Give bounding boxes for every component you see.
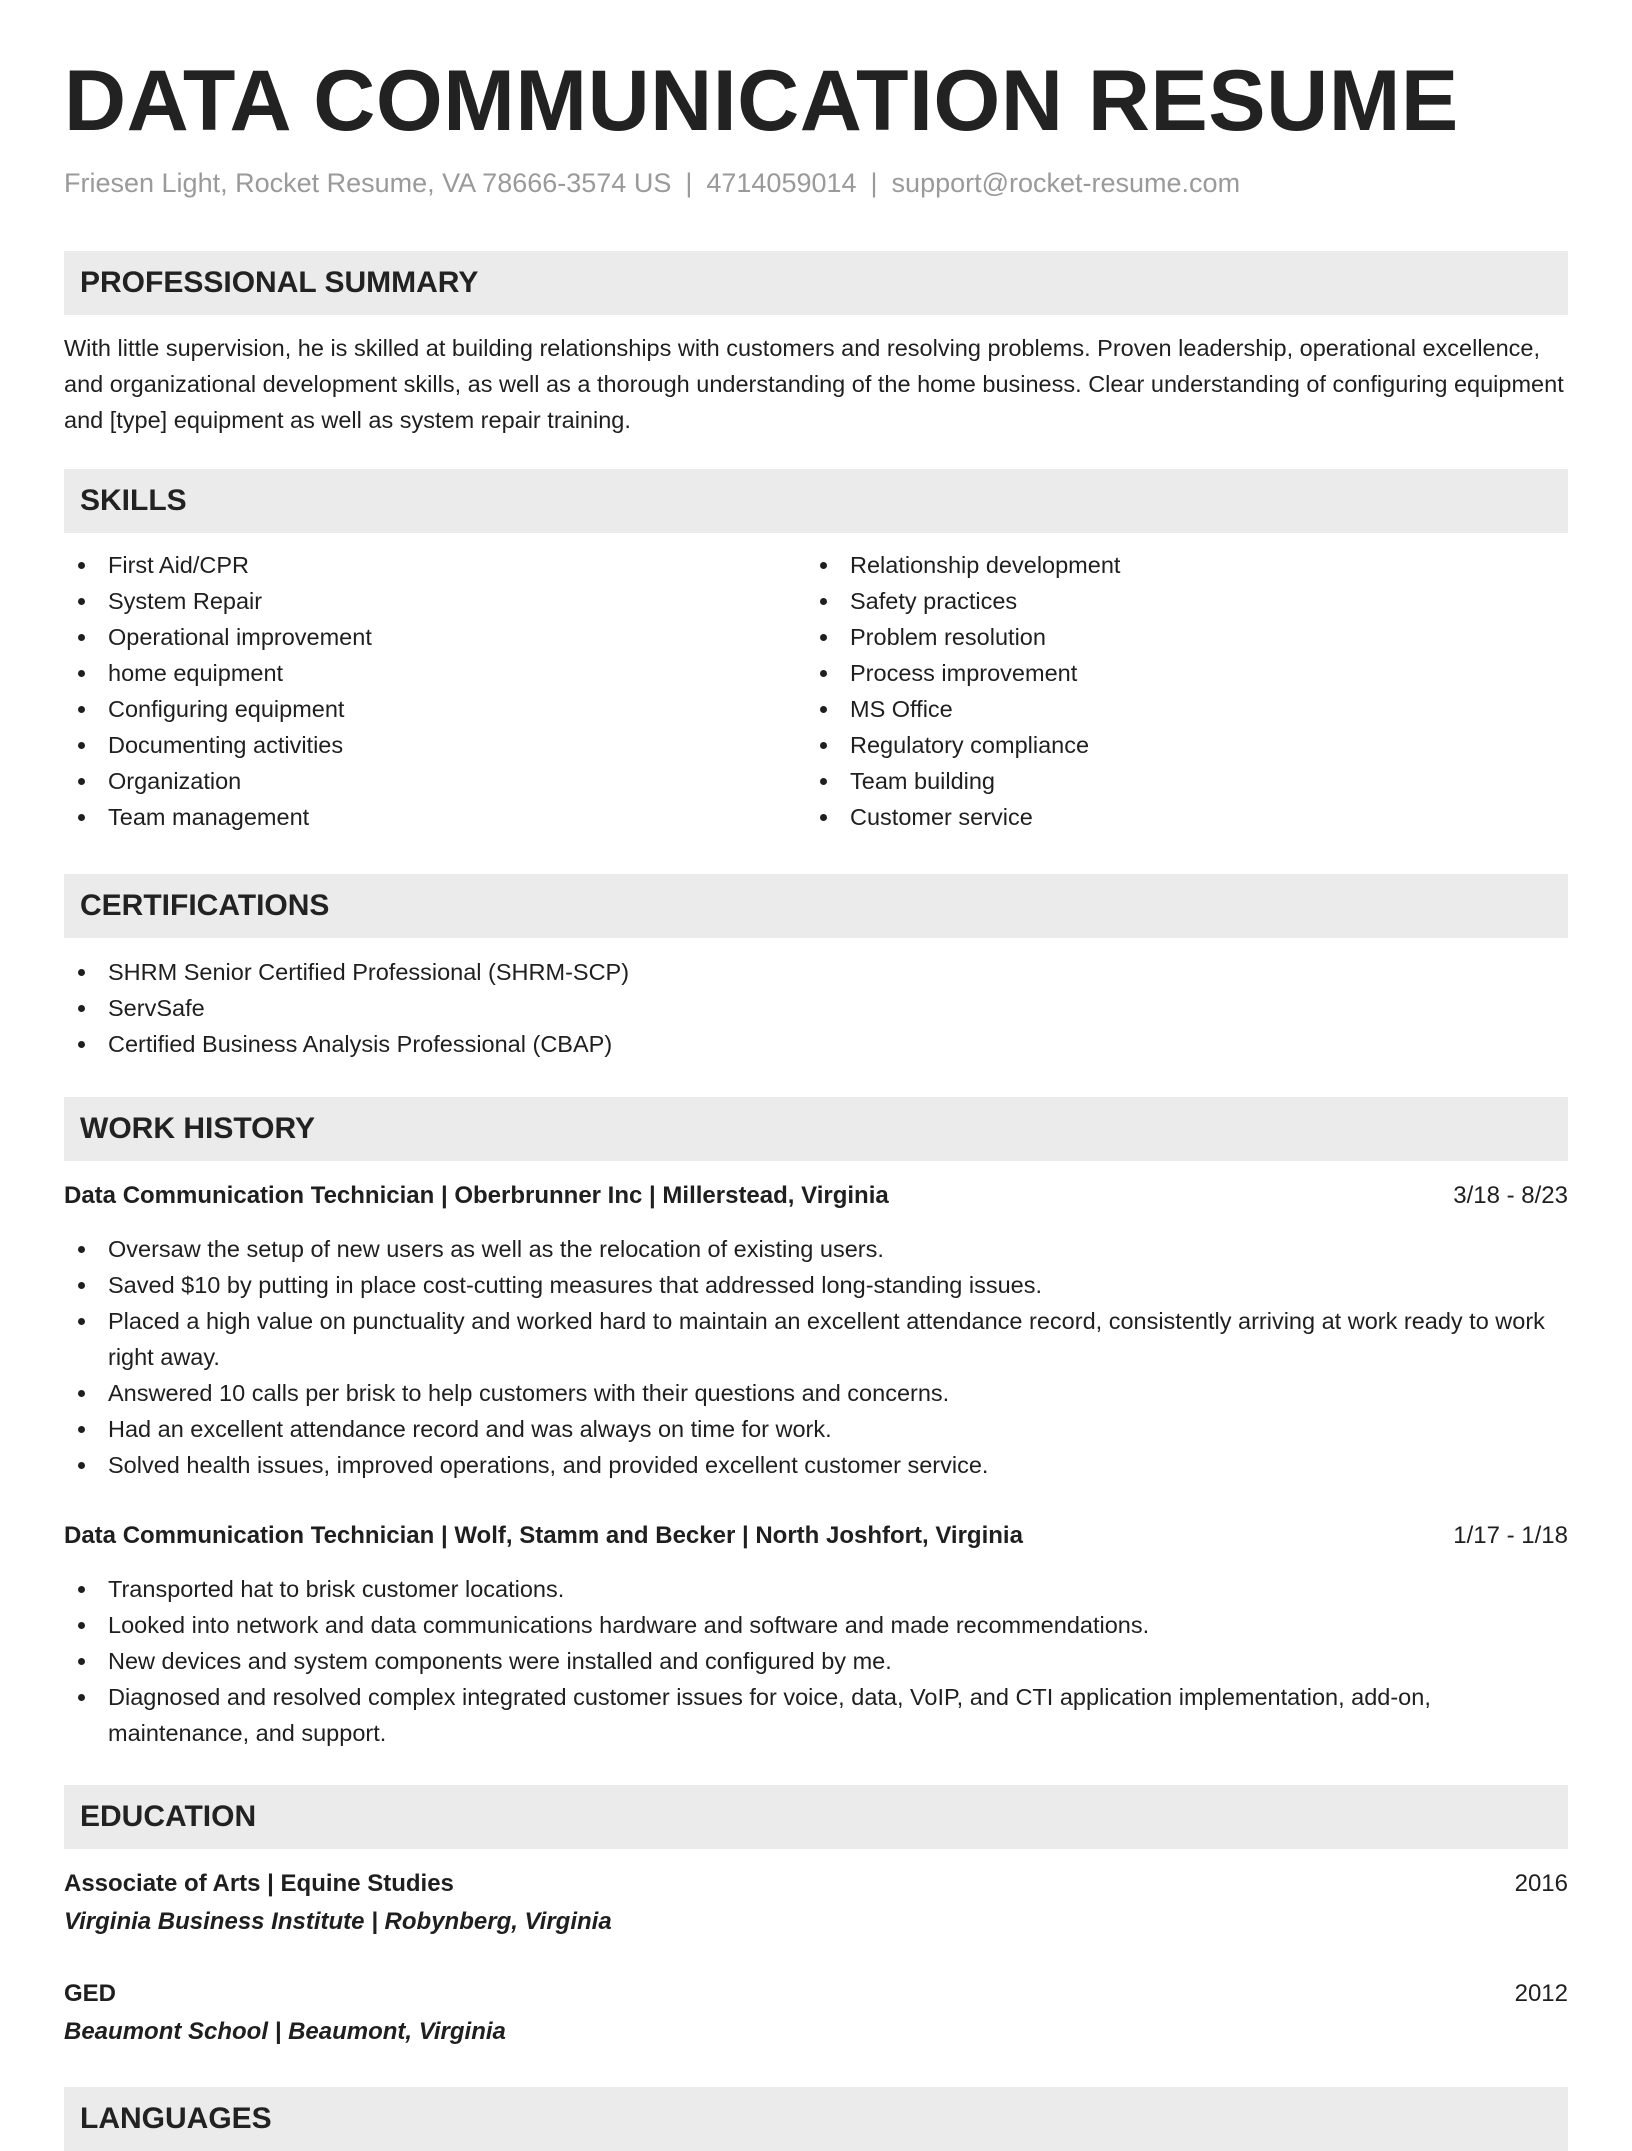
certification-item: SHRM Senior Certified Professional (SHRM-SCP) [64, 954, 1568, 990]
section-header-work-history [64, 1097, 1568, 1161]
skill-item: Configuring equipment [64, 691, 764, 727]
education-school: Beaumont School | Beaumont, Virginia [64, 2018, 506, 2045]
certification-item: ServSafe [64, 990, 1568, 1026]
skill-item: Customer service [806, 799, 1566, 835]
job-bullet: Placed a high value on punctuality and worked hard to maintain an excellent attendance record, consistently arriving at work ready to work right away. [64, 1303, 1568, 1375]
job-bullets [64, 1231, 1568, 1483]
skill-item: home equipment [64, 655, 764, 691]
education-degree: Associate of Arts | Equine Studies [64, 1870, 454, 1897]
job-bullet: Had an excellent attendance record and was always on time for work. [64, 1411, 1568, 1447]
skills-list-right [806, 547, 1566, 835]
summary-text: With little supervision, he is skilled at building relationships with customers and resolving problems. Proven leadership, operational excellence, and organizational development skills, as well as a thorough understanding of the home business. Clear understanding of configuring equipment and [type] equipment as well as system repair training. [64, 335, 1564, 433]
contact-line [64, 168, 1240, 199]
section-header-summary [64, 251, 1568, 315]
certifications-list [64, 954, 1568, 1062]
section-heading: WORK HISTORY [80, 1112, 316, 1145]
skill-item: Safety practices [806, 583, 1566, 619]
education-school: Virginia Business Institute | Robynberg, Virginia [64, 1908, 612, 1935]
section-heading: CERTIFICATIONS [80, 889, 330, 922]
certification-item: Certified Business Analysis Professional (CBAP) [64, 1026, 1568, 1062]
job-dates: 3/18 - 8/23 [1453, 1182, 1568, 1209]
section-heading: PROFESSIONAL SUMMARY [80, 266, 479, 299]
job-bullet: New devices and system components were installed and configured by me. [64, 1643, 1568, 1679]
contact-address: Friesen Light, Rocket Resume, VA 78666-3574 US [64, 168, 672, 198]
job-dates: 1/17 - 1/18 [1453, 1522, 1568, 1549]
skill-item: MS Office [806, 691, 1566, 727]
skill-item: Team building [806, 763, 1566, 799]
section-header-skills [64, 469, 1568, 533]
section-heading: LANGUAGES [80, 2102, 272, 2135]
job-bullet: Saved $10 by putting in place cost-cutting measures that addressed long-standing issues. [64, 1267, 1568, 1303]
skill-item: System Repair [64, 583, 764, 619]
skill-item: Documenting activities [64, 727, 764, 763]
skill-item: Organization [64, 763, 764, 799]
skill-item: Problem resolution [806, 619, 1566, 655]
job-bullet: Solved health issues, improved operations, and provided excellent customer service. [64, 1447, 1568, 1483]
job-bullet: Oversaw the setup of new users as well as the relocation of existing users. [64, 1231, 1568, 1267]
skill-item: Team management [64, 799, 764, 835]
contact-separator: | [870, 168, 878, 198]
skill-item: First Aid/CPR [64, 547, 764, 583]
job-bullets [64, 1571, 1568, 1751]
education-year: 2016 [1514, 1870, 1568, 1897]
job-bullet: Answered 10 calls per brisk to help customers with their questions and concerns. [64, 1375, 1568, 1411]
job-title: Data Communication Technician | Wolf, Stamm and Becker | North Joshfort, Virginia [64, 1522, 1023, 1549]
job-bullet: Transported hat to brisk customer locations. [64, 1571, 1568, 1607]
section-header-languages [64, 2087, 1568, 2151]
resume-title: DATA COMMUNICATION RESUME [64, 53, 1459, 149]
section-header-certifications [64, 874, 1568, 938]
contact-separator: | [685, 168, 693, 198]
job-bullet: Looked into network and data communications hardware and software and made recommendations. [64, 1607, 1568, 1643]
section-heading: SKILLS [80, 484, 187, 517]
job-title: Data Communication Technician | Oberbrunner Inc | Millerstead, Virginia [64, 1182, 889, 1209]
section-heading: EDUCATION [80, 1800, 257, 1833]
skill-item: Relationship development [806, 547, 1566, 583]
section-header-education [64, 1785, 1568, 1849]
skills-list-left [64, 547, 764, 835]
job-bullet: Diagnosed and resolved complex integrated customer issues for voice, data, VoIP, and CTI application implementation, add-on, maintenance, and support. [64, 1679, 1568, 1751]
education-degree: GED [64, 1980, 117, 2007]
education-year: 2012 [1514, 1980, 1568, 2007]
skill-item: Operational improvement [64, 619, 764, 655]
contact-phone: 4714059014 [706, 168, 857, 198]
skill-item: Regulatory compliance [806, 727, 1566, 763]
contact-email: support@rocket-resume.com [891, 168, 1241, 198]
skill-item: Process improvement [806, 655, 1566, 691]
